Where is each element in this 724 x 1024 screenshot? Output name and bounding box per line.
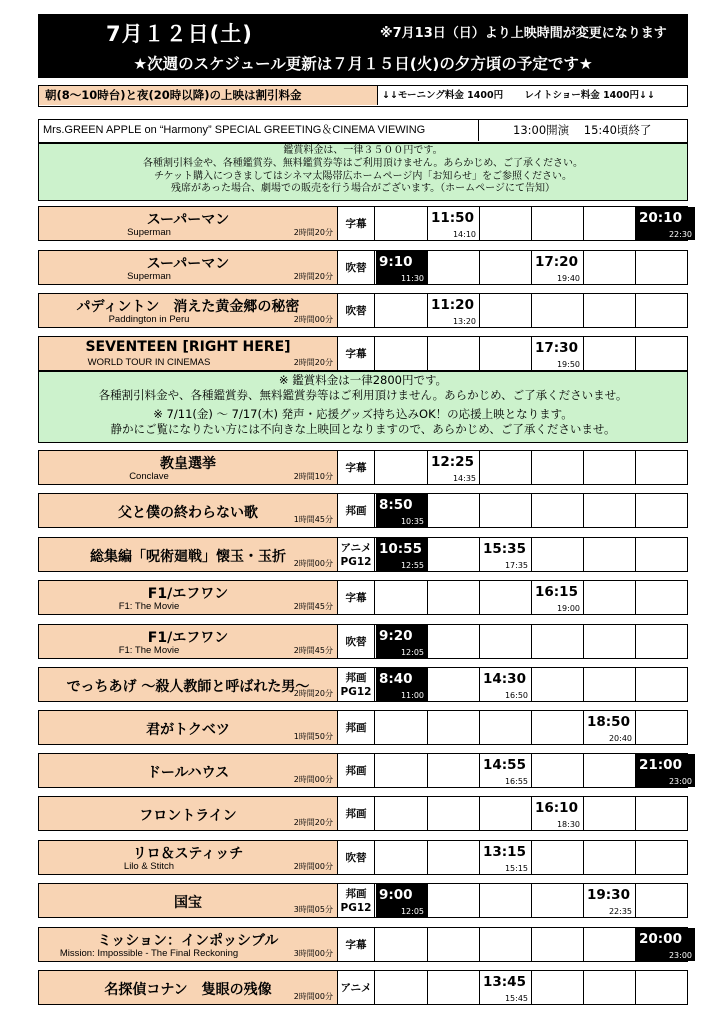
showtime-end: 15:15 (504, 864, 528, 873)
showtime-end: 23:00 (668, 777, 692, 786)
format-label: 邦画 (345, 671, 367, 684)
showtime-cell (532, 337, 584, 370)
header-banner (38, 14, 688, 78)
time-slot (532, 625, 584, 658)
time-slot (532, 207, 584, 240)
time-slot (636, 538, 695, 571)
time-slot (584, 207, 636, 240)
note-line: ※ 7/11(金) ～ 7/17(木) 発声・応援グッズ持ち込みOK！の応援上映となります。 (153, 407, 573, 421)
format-label: 吹替 (345, 635, 367, 648)
time-slot (584, 754, 636, 787)
time-slot (376, 711, 428, 744)
late-show-price: レイトショー料金 1400円↓↓ (524, 90, 655, 101)
format-label: 字幕 (345, 461, 367, 474)
movie-english-title: Paddington in Peru (108, 314, 190, 325)
showtime-cell (584, 884, 636, 917)
time-slot (636, 451, 695, 484)
time-slot (636, 841, 695, 874)
movie-row (38, 537, 688, 572)
note-line: 鑑賞料金は、一律３５００円です。 (283, 145, 443, 156)
movie-title-cell (39, 207, 338, 240)
showtime-start: 20:00 (639, 931, 682, 947)
showtime-start: 9:20 (379, 628, 413, 644)
note-line: 各種割引料金や、各種鑑賞券、無料鑑賞券等はご利用頂けません。あらかじめ、ご了承くださいませ。 (98, 388, 628, 402)
showtime-end: 14:35 (452, 474, 476, 483)
movie-row (38, 840, 688, 875)
movie-row (38, 336, 688, 371)
movie-title: SEVENTEEN [RIGHT HERE] (85, 339, 291, 355)
time-slot (532, 668, 584, 701)
showtime-end: 16:55 (504, 777, 528, 786)
showtime-start: 11:20 (431, 297, 474, 313)
time-slot (428, 711, 480, 744)
movie-title: 君がトクベツ (146, 722, 230, 738)
time-slot (636, 711, 695, 744)
note-line: 残席があった場合、劇場での販売を行う場合がございます。（ホームページにて告知） (171, 183, 555, 195)
movie-row (38, 450, 688, 485)
runtime: 2時間20分 (293, 272, 333, 281)
format-cell (338, 754, 375, 787)
showtime-cell (428, 294, 480, 327)
movie-english-title: Mission: Impossible - The Final Reckoning (59, 948, 239, 959)
time-slot (428, 884, 480, 917)
event-open: 13:00開演 (513, 123, 570, 137)
showtime-cell (376, 251, 428, 284)
time-slot (584, 928, 636, 961)
showtime-cell (480, 538, 532, 571)
movie-title-cell (39, 711, 338, 744)
showtime-start: 8:40 (379, 671, 413, 687)
showtime-end: 18:30 (556, 820, 580, 829)
runtime: 3時間00分 (293, 949, 333, 958)
movie-english-title: Superman (127, 271, 171, 282)
time-slot (428, 971, 480, 1004)
movie-title-cell (39, 581, 338, 614)
movie-title: F1/エフワン (147, 630, 229, 646)
format-cell (338, 797, 375, 830)
movie-title-cell (39, 928, 338, 961)
time-slot (584, 337, 636, 370)
time-slot (480, 251, 532, 284)
runtime: 3時間05分 (293, 905, 333, 914)
discount-prices (382, 86, 683, 105)
format-label: 字幕 (345, 591, 367, 604)
time-slot (376, 971, 428, 1004)
seventeen-note (38, 371, 688, 443)
next-update-notice: ★次週のスケジュール更新は７月１５日(火)の夕方頃の予定です★ (133, 55, 593, 73)
time-slot (376, 451, 428, 484)
movie-title: スーパーマン (146, 212, 230, 228)
movie-title: フロントライン (139, 808, 237, 824)
movie-row (38, 796, 688, 831)
showtime-start: 16:15 (535, 584, 578, 600)
event-note (38, 143, 688, 201)
note-line: 各種割引料金や、各種鑑賞券、無料鑑賞券等はご利用頂けません。あらかじめ、ご了承ください。 (143, 157, 583, 169)
time-slot (584, 797, 636, 830)
time-slot (636, 971, 695, 1004)
movie-row (38, 493, 688, 528)
time-slot (480, 581, 532, 614)
time-slot (428, 841, 480, 874)
showtime-start: 13:45 (483, 974, 526, 990)
time-slot (376, 928, 428, 961)
movie-title-cell (39, 971, 338, 1004)
format-label: アニメ (340, 981, 372, 994)
showtime-end: 13:20 (452, 317, 476, 326)
showtime-start: 9:00 (379, 887, 413, 903)
time-slot (532, 971, 584, 1004)
movie-title: 名探偵コナン 隻眼の残像 (104, 982, 272, 998)
time-slot (532, 928, 584, 961)
showtime-start: 11:50 (431, 210, 474, 226)
format-label: 吹替 (345, 261, 367, 274)
movie-title: F1/エフワン (147, 586, 229, 602)
time-slot (480, 711, 532, 744)
time-slot (376, 581, 428, 614)
time-slot (532, 494, 584, 527)
movie-title-cell (39, 494, 338, 527)
movie-row (38, 580, 688, 615)
time-slot (376, 207, 428, 240)
time-slot (532, 754, 584, 787)
runtime: 2時間00分 (293, 992, 333, 1001)
format-cell (338, 451, 375, 484)
format-cell (338, 928, 375, 961)
movie-english-title: WORLD TOUR IN CINEMAS (87, 357, 211, 368)
showtime-cell (636, 207, 695, 240)
movie-title-cell (39, 754, 338, 787)
time-slot (532, 841, 584, 874)
runtime: 1時間50分 (293, 732, 333, 741)
format-label: 字幕 (345, 347, 367, 360)
time-slot (376, 754, 428, 787)
format-label: 邦画 (345, 764, 367, 777)
format-cell (338, 337, 375, 370)
showtime-end: 16:50 (504, 691, 528, 700)
event-title: Mrs.GREEN APPLE on “Harmony” SPECIAL GREETING＆CINEMA VIEWING (39, 120, 479, 141)
time-slot (428, 581, 480, 614)
showtime-end: 22:30 (668, 230, 692, 239)
time-slot (584, 451, 636, 484)
showtime-cell (532, 251, 584, 284)
movie-title-cell (39, 841, 338, 874)
time-slot (428, 494, 480, 527)
time-slot (584, 494, 636, 527)
time-slot (584, 294, 636, 327)
format-label: 邦画 (345, 504, 367, 517)
rating-label: PG12 (340, 901, 372, 914)
showtime-cell (480, 841, 532, 874)
showtime-start: 14:55 (483, 757, 526, 773)
format-label: 邦画 (345, 807, 367, 820)
format-label: 邦画 (345, 721, 367, 734)
showtime-start: 21:00 (639, 757, 682, 773)
format-cell (338, 538, 375, 571)
time-slot (636, 337, 695, 370)
showtime-end: 15:45 (504, 994, 528, 1003)
showtime-end: 19:50 (556, 360, 580, 369)
movie-title: 総集編「呪術廻戦」懐玉・玉折 (90, 549, 286, 565)
time-slot (376, 337, 428, 370)
format-label: 邦画 (345, 887, 367, 900)
special-event-row (38, 119, 688, 143)
showtime-cell (636, 754, 695, 787)
time-slot (584, 668, 636, 701)
movie-title-cell (39, 451, 338, 484)
movie-title-cell (39, 797, 338, 830)
movie-title: 父と僕の終わらない歌 (118, 505, 258, 521)
movie-title: リロ＆スティッチ (132, 846, 244, 862)
format-cell (338, 971, 375, 1004)
showtime-cell (428, 451, 480, 484)
time-slot (480, 797, 532, 830)
showtime-cell (480, 668, 532, 701)
format-cell (338, 841, 375, 874)
movie-title-cell (39, 538, 338, 571)
note-line: ※ 鑑賞料金は一律2800円です。 (278, 373, 448, 387)
time-slot (584, 251, 636, 284)
time-slot (428, 337, 480, 370)
showtime-cell (480, 754, 532, 787)
movie-row (38, 624, 688, 659)
time-slot (584, 625, 636, 658)
time-slot (480, 928, 532, 961)
format-cell (338, 884, 375, 917)
event-time (513, 120, 651, 141)
runtime: 1時間45分 (293, 515, 333, 524)
movie-title-cell (39, 884, 338, 917)
time-slot (636, 668, 695, 701)
showtime-end: 12:05 (400, 648, 424, 657)
movie-row (38, 667, 688, 702)
format-label: 吹替 (345, 851, 367, 864)
time-slot (428, 797, 480, 830)
time-slot (532, 711, 584, 744)
format-cell (338, 494, 375, 527)
discount-bar (38, 85, 688, 107)
movie-row (38, 883, 688, 918)
time-slot (428, 625, 480, 658)
format-cell (338, 207, 375, 240)
time-slot (636, 494, 695, 527)
time-slot (636, 294, 695, 327)
movie-english-title: Conclave (129, 471, 169, 482)
showtime-end: 11:00 (400, 691, 424, 700)
runtime: 2時間00分 (293, 559, 333, 568)
showtime-cell (532, 581, 584, 614)
schedule-date: 7月１２日(土) (106, 22, 253, 46)
time-slot (480, 884, 532, 917)
time-slot (428, 251, 480, 284)
showtime-cell (428, 207, 480, 240)
showtime-cell (584, 711, 636, 744)
showtime-cell (376, 538, 428, 571)
time-slot (428, 668, 480, 701)
rating-label: PG12 (340, 555, 372, 568)
time-slot (584, 581, 636, 614)
showtime-cell (636, 928, 695, 961)
time-slot (636, 625, 695, 658)
showtime-start: 19:30 (587, 887, 630, 903)
morning-price: ↓↓モーニング料金 1400円 (382, 90, 504, 101)
format-label: 字幕 (345, 938, 367, 951)
runtime: 2時間10分 (293, 472, 333, 481)
time-slot (428, 538, 480, 571)
note-line: チケット購入につきましてはシネマ太陽帯広ホームページ内「お知らせ」をご参照ください。 (153, 170, 573, 182)
format-label: 字幕 (345, 217, 367, 230)
movie-english-title: F1: The Movie (118, 601, 180, 612)
movie-row (38, 927, 692, 962)
discount-label: 朝(8～10時台)と夜(20時以降)の上映は割引料金 (39, 86, 378, 105)
movie-title: でっちあげ ～殺人教師と呼ばれた男～ (66, 679, 310, 695)
time-slot (636, 251, 695, 284)
time-slot (584, 841, 636, 874)
format-cell (338, 251, 375, 284)
movie-title-cell (39, 251, 338, 284)
showtime-cell (376, 494, 428, 527)
movie-english-title: Superman (127, 227, 171, 238)
movie-title: 教皇選挙 (160, 456, 216, 472)
time-slot (428, 928, 480, 961)
movie-title: パディントン 消えた黄金郷の秘密 (76, 299, 300, 315)
movie-english-title: Lilo & Stitch (123, 861, 175, 872)
showtime-end: 20:40 (608, 734, 632, 743)
format-label: アニメ (340, 541, 372, 554)
format-label: 吹替 (345, 304, 367, 317)
time-slot (636, 884, 695, 917)
schedule-change-notice: ※7月13日（日）より上映時間が変更になります (380, 26, 667, 41)
movie-title: 国宝 (174, 895, 202, 911)
movie-title-cell (39, 625, 338, 658)
showtime-start: 8:50 (379, 497, 413, 513)
runtime: 2時間00分 (293, 862, 333, 871)
time-slot (376, 841, 428, 874)
showtime-end: 19:00 (556, 604, 580, 613)
runtime: 2時間20分 (293, 818, 333, 827)
time-slot (428, 754, 480, 787)
time-slot (480, 451, 532, 484)
movie-title-cell (39, 294, 338, 327)
format-cell (338, 711, 375, 744)
showtime-cell (376, 884, 428, 917)
movie-row (38, 206, 692, 241)
format-cell (338, 581, 375, 614)
showtime-end: 14:10 (452, 230, 476, 239)
time-slot (376, 294, 428, 327)
showtime-cell (480, 971, 532, 1004)
movie-title-cell (39, 337, 338, 370)
showtime-end: 12:55 (400, 561, 424, 570)
format-cell (338, 668, 375, 701)
time-slot (480, 294, 532, 327)
note-line: 静かにご覧になりたい方には不向きな上映回となりますので、あらかじめ、ご了承くださいませ。 (110, 422, 616, 436)
time-slot (376, 797, 428, 830)
movie-row (38, 250, 688, 285)
movie-title: ドールハウス (146, 765, 230, 781)
runtime: 2時間20分 (293, 358, 333, 367)
format-cell (338, 625, 375, 658)
runtime: 2時間20分 (293, 689, 333, 698)
showtime-start: 10:55 (379, 541, 422, 557)
time-slot (480, 207, 532, 240)
showtime-cell (376, 625, 428, 658)
showtime-start: 18:50 (587, 714, 630, 730)
showtime-start: 15:35 (483, 541, 526, 557)
showtime-start: 17:30 (535, 340, 578, 356)
showtime-end: 11:30 (400, 274, 424, 283)
time-slot (636, 581, 695, 614)
movie-title-cell (39, 668, 338, 701)
format-cell (338, 294, 375, 327)
showtime-start: 17:20 (535, 254, 578, 270)
time-slot (480, 625, 532, 658)
showtime-end: 19:40 (556, 274, 580, 283)
time-slot (532, 538, 584, 571)
showtime-end: 12:05 (400, 907, 424, 916)
time-slot (584, 538, 636, 571)
time-slot (532, 451, 584, 484)
showtime-start: 16:10 (535, 800, 578, 816)
showtime-start: 14:30 (483, 671, 526, 687)
movie-title: ミッション：インポッシブル (97, 933, 279, 949)
showtime-cell (376, 668, 428, 701)
showtime-start: 12:25 (431, 454, 474, 470)
movie-row (38, 753, 692, 788)
time-slot (480, 494, 532, 527)
runtime: 2時間20分 (293, 228, 333, 237)
time-slot (532, 294, 584, 327)
showtime-start: 13:15 (483, 844, 526, 860)
showtime-end: 17:35 (504, 561, 528, 570)
movie-row (38, 293, 688, 328)
movie-english-title: F1: The Movie (118, 645, 180, 656)
runtime: 2時間45分 (293, 646, 333, 655)
showtime-cell (532, 797, 584, 830)
runtime: 2時間00分 (293, 315, 333, 324)
time-slot (532, 884, 584, 917)
movie-title: スーパーマン (146, 256, 230, 272)
showtime-end: 23:00 (668, 951, 692, 960)
time-slot (480, 337, 532, 370)
rating-label: PG12 (340, 685, 372, 698)
time-slot (584, 971, 636, 1004)
movie-row (38, 710, 688, 745)
showtime-start: 9:10 (379, 254, 413, 270)
showtime-start: 20:10 (639, 210, 682, 226)
runtime: 2時間00分 (293, 775, 333, 784)
movie-row (38, 970, 688, 1005)
event-close: 15:40頃終了 (583, 123, 652, 137)
showtime-end: 10:35 (400, 517, 424, 526)
showtime-end: 22:35 (608, 907, 632, 916)
time-slot (636, 797, 695, 830)
runtime: 2時間45分 (293, 602, 333, 611)
